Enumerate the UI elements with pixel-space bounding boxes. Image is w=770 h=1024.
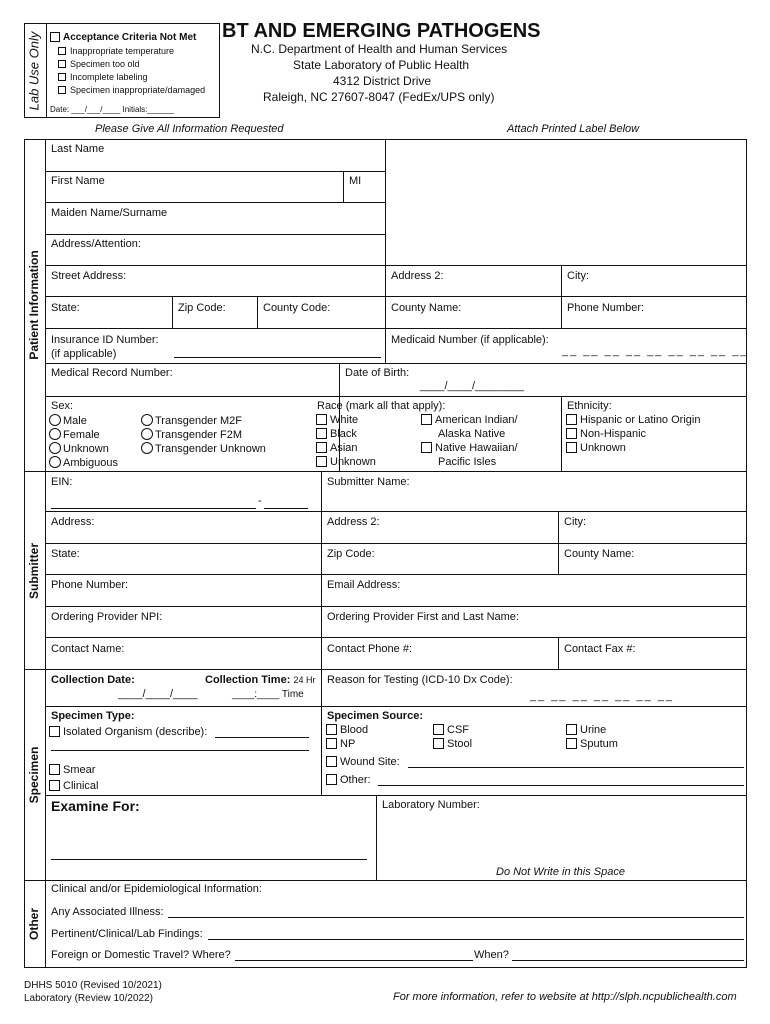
mi-label: MI: [349, 175, 362, 187]
submitter-phone-label: Phone Number:: [51, 579, 129, 591]
submitter-address2-label: Address 2:: [327, 516, 380, 528]
contact-fax-label: Contact Fax #:: [564, 643, 636, 655]
race-option[interactable]: White: [316, 414, 358, 427]
medicaid-label: Medicaid Number (if applicable):: [391, 334, 549, 346]
insurance-id-line[interactable]: [174, 357, 381, 358]
header-line: 4312 District Drive: [333, 74, 432, 88]
travel-label: Foreign or Domestic Travel? Where?: [51, 949, 231, 961]
ein-label: EIN:: [51, 476, 73, 488]
maiden-name-label: Maiden Name/Surname: [51, 207, 168, 219]
section-other: Other: [27, 908, 41, 941]
reason-blanks[interactable]: __ __ __ __ __ __ __: [530, 690, 674, 702]
street-address-label: Street Address:: [51, 270, 127, 282]
lab-use-only-label: Lab Use Only: [26, 31, 42, 111]
sex-option[interactable]: Transgender M2F: [141, 414, 242, 428]
form-title: BT AND EMERGING PATHOGENS: [222, 20, 541, 42]
sex-option[interactable]: Transgender F2M: [141, 428, 242, 442]
illness-label: Any Associated Illness:: [51, 906, 164, 918]
insurance-id-label: Insurance ID Number:: [51, 334, 159, 346]
lab-number-label: Laboratory Number:: [382, 799, 480, 811]
submitter-state-label: State:: [51, 548, 80, 560]
collection-time-blank[interactable]: ____:____ Time: [232, 689, 304, 700]
travel-when-label: When?: [474, 949, 509, 961]
specimen-type-option[interactable]: Isolated Organism (describe):: [49, 726, 207, 739]
submitter-address-label: Address:: [51, 516, 95, 528]
acceptance-title: Acceptance Criteria Not Met: [50, 31, 196, 44]
examine-for-line[interactable]: [51, 859, 367, 860]
contact-phone-label: Contact Phone #:: [327, 643, 413, 655]
contact-name-label: Contact Name:: [51, 643, 125, 655]
reason-label: Reason for Testing (ICD-10 Dx Code):: [327, 674, 513, 686]
mrn-label: Medical Record Number:: [51, 367, 173, 379]
provider-npi-label: Ordering Provider NPI:: [51, 611, 163, 623]
submitter-email-label: Email Address:: [327, 579, 401, 591]
zip-label: Zip Code:: [178, 302, 226, 314]
ethnicity-label: Ethnicity:: [567, 400, 612, 412]
source-option[interactable]: Blood: [326, 724, 368, 737]
header-line: N.C. Department of Health and Human Services: [251, 42, 508, 56]
specimen-type-label: Specimen Type:: [51, 710, 135, 722]
first-name-label: First Name: [51, 175, 105, 187]
race-option[interactable]: Asian: [316, 442, 358, 455]
race-option[interactable]: Unknown: [316, 456, 376, 469]
phone-label: Phone Number:: [567, 302, 645, 314]
travel-where-line[interactable]: [235, 960, 473, 961]
section-submitter: Submitter: [27, 543, 41, 600]
lab-item: Inappropriate temperature: [58, 45, 174, 58]
ethnicity-option[interactable]: Unknown: [566, 442, 626, 455]
specimen-type-option[interactable]: Clinical: [49, 780, 98, 793]
instruction-left: Please Give All Information Requested: [95, 123, 284, 135]
lab-item-checkbox[interactable]: [58, 60, 66, 68]
last-name-label: Last Name: [51, 143, 105, 155]
form-number: DHHS 5010 (Revised 10/2021): [24, 980, 162, 991]
section-patient: Patient Information: [27, 250, 41, 360]
examine-for-label: Examine For:: [51, 798, 140, 814]
race-option[interactable]: Black: [316, 428, 357, 441]
other-source-line[interactable]: [378, 785, 744, 786]
website-info[interactable]: For more information, refer to website at http://slph.ncpublichealth.com: [393, 991, 737, 1003]
race-label: Race (mark all that apply):: [317, 400, 446, 412]
submitter-name-label: Submitter Name:: [327, 476, 410, 488]
submitter-zip-label: Zip Code:: [327, 548, 375, 560]
race-option-cont: Alaska Native: [438, 428, 506, 440]
collection-time-label: Collection Time: 24 Hr: [205, 674, 316, 686]
county-code-label: County Code:: [263, 302, 331, 314]
sex-option[interactable]: Male: [49, 414, 87, 428]
lab-item: Incomplete labeling: [58, 71, 148, 84]
lab-item-checkbox[interactable]: [58, 86, 66, 94]
source-option[interactable]: NP: [326, 738, 355, 751]
specimen-type-option[interactable]: Smear: [49, 764, 95, 777]
wound-site-option[interactable]: Wound Site:: [326, 756, 400, 769]
dob-label: Date of Birth:: [345, 367, 410, 379]
ein-line-2[interactable]: [264, 508, 308, 509]
address2-label: Address 2:: [391, 270, 444, 282]
state-label: State:: [51, 302, 80, 314]
instruction-right: Attach Printed Label Below: [507, 123, 640, 135]
sex-label: Sex:: [51, 400, 74, 412]
sex-option[interactable]: Female: [49, 428, 100, 442]
clinical-info-label: Clinical and/or Epidemiological Information:: [51, 883, 262, 895]
other-source-option[interactable]: Other:: [326, 774, 371, 787]
ethnicity-option[interactable]: Hispanic or Latino Origin: [566, 414, 700, 427]
lab-item-checkbox[interactable]: [58, 73, 66, 81]
ethnicity-option[interactable]: Non-Hispanic: [566, 428, 646, 441]
section-specimen: Specimen: [27, 746, 41, 804]
travel-when-line[interactable]: [512, 960, 744, 961]
header-line: State Laboratory of Public Health: [293, 58, 470, 72]
findings-label: Pertinent/Clinical/Lab Findings:: [51, 928, 203, 940]
sex-option[interactable]: Unknown: [49, 442, 109, 456]
do-not-write-note: Do Not Write in this Space: [496, 866, 625, 878]
source-option[interactable]: Urine: [566, 724, 606, 737]
collection-date-label: Collection Date:: [51, 674, 135, 686]
city-label: City:: [567, 270, 589, 282]
insurance-note: (if applicable): [51, 348, 117, 360]
source-option[interactable]: Sputum: [566, 738, 618, 751]
acceptance-checkbox[interactable]: [50, 32, 60, 42]
collection-date-blank[interactable]: ____/____/____: [118, 688, 198, 700]
address-attention-label: Address/Attention:: [51, 238, 141, 250]
sex-option[interactable]: Ambiguous: [49, 456, 118, 470]
county-name-label: County Name:: [391, 302, 462, 314]
findings-line[interactable]: [208, 939, 744, 940]
wound-site-line[interactable]: [408, 767, 744, 768]
race-option[interactable]: American Indian/: [421, 414, 518, 427]
lab-date-initials: Date: ___/___/____ Initials:______: [50, 105, 175, 114]
isolated-organism-line-2[interactable]: [51, 750, 309, 751]
ein-line-1[interactable]: [51, 508, 256, 509]
submitter-city-label: City:: [564, 516, 586, 528]
lab-item: Specimen inappropriate/damaged: [58, 84, 205, 97]
lab-item-checkbox[interactable]: [58, 47, 66, 55]
source-option[interactable]: Stool: [433, 738, 472, 751]
form-review: Laboratory (Review 10/2022): [24, 993, 153, 1004]
source-option[interactable]: CSF: [433, 724, 469, 737]
dob-blank[interactable]: ____/____/________: [420, 380, 524, 392]
race-option[interactable]: Native Hawaiian/: [421, 442, 518, 455]
provider-name-label: Ordering Provider First and Last Name:: [327, 611, 519, 623]
specimen-source-label: Specimen Source:: [327, 710, 423, 722]
lab-item: Specimen too old: [58, 58, 140, 71]
race-option-cont: Pacific Isles: [438, 456, 497, 468]
illness-line[interactable]: [168, 917, 744, 918]
isolated-organism-line-1[interactable]: [215, 737, 309, 738]
ein-dash: -: [258, 495, 262, 507]
submitter-county-label: County Name:: [564, 548, 635, 560]
header-line: Raleigh, NC 27607-8047 (FedEx/UPS only): [263, 90, 495, 104]
medicaid-blanks[interactable]: __ __ __ __ __ __ __ __ __: [562, 345, 749, 357]
sex-option[interactable]: Transgender Unknown: [141, 442, 266, 456]
